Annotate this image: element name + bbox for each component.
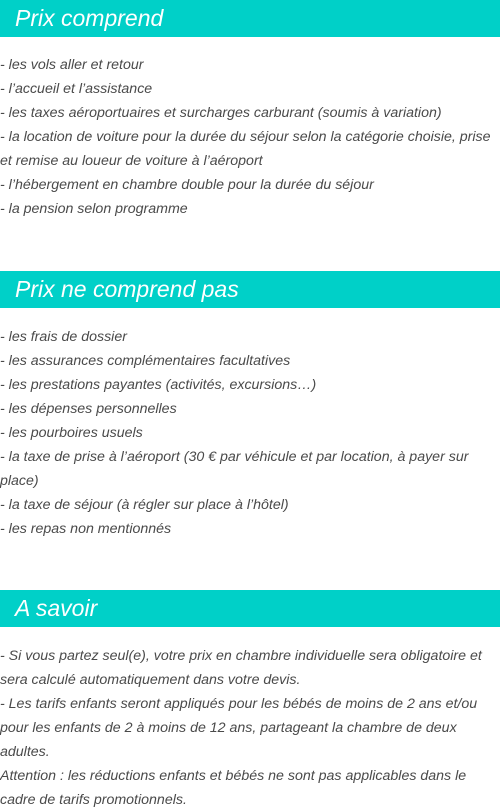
list-item: - la taxe de prise à l’aéroport (30 € par véhicule et par location, à payer sur place) [0,449,469,489]
section-price-excludes [0,271,500,541]
section-title: Prix comprend [15,5,164,31]
section-header [0,271,500,308]
excludes-list [0,325,500,541]
section-title: Prix ne comprend pas [15,276,239,302]
list-item: - Les tarifs enfants seront appliqués pour les bébés de moins de 2 ans et/ou pour les enfants de 2 à moins de 12 ans, partageant la chambre de deux adultes. [0,696,478,760]
list-item: - les frais de dossier [0,329,127,345]
list-item: - l’hébergement en chambre double pour la durée du séjour [0,177,374,193]
list-item: - les vols aller et retour [0,57,144,73]
list-item: - la pension selon programme [0,201,188,217]
list-item: - Si vous partez seul(e), votre prix en chambre individuelle sera obligatoire et sera calculé automatiquement dans votre devis. [0,648,482,688]
section-header [0,0,500,37]
list-item: Attention : les réductions enfants et bébés ne sont pas applicables dans le cadre de tarifs promotionnels. [0,768,467,808]
section-price-includes [0,0,500,221]
section-good-to-know [0,590,500,812]
list-item: - les repas non mentionnés [0,521,172,537]
section-title: A savoir [15,595,98,621]
list-item: - les assurances complémentaires facultatives [0,353,291,369]
list-item: - la location de voiture pour la durée du séjour selon la catégorie choisie, prise et remise au loueur de voiture à l’aéroport [0,129,491,169]
section-header [0,590,500,627]
includes-list [0,53,500,221]
list-item: - la taxe de séjour (à régler sur place à l’hôtel) [0,497,289,513]
list-item: - les taxes aéroportuaires et surcharges carburant (soumis à variation) [0,105,442,121]
list-item: - les dépenses personnelles [0,401,177,417]
list-item: - l’accueil et l’assistance [0,81,153,97]
list-item: - les pourboires usuels [0,425,143,441]
list-item: - les prestations payantes (activités, excursions…) [0,377,317,393]
